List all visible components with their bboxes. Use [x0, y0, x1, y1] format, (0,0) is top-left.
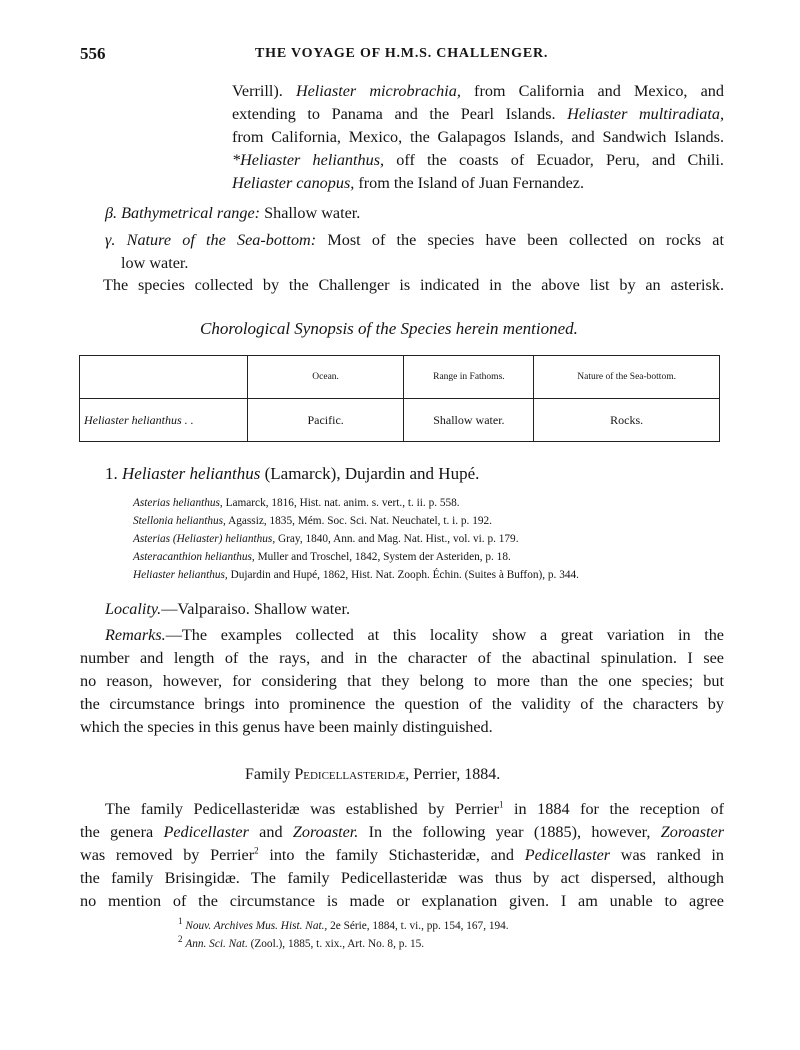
synonym-entry: Heliaster helianthus, Dujardin and Hupé, 1862, Hist. Nat. Zooph. Échin. (Suites à Buffon), p. 344.: [133, 569, 579, 581]
family-heading: Family Pedicellasteridæ, Perrier, 1884.: [245, 766, 501, 783]
distribution-line-4: *Heliaster helianthus, off the coasts of Ecuador, Peru, and Chili.: [232, 151, 724, 169]
table-header-cell: [80, 356, 248, 399]
table-header-row: [80, 356, 720, 399]
distribution-line-2: extending to Panama and the Pearl Islands. Heliaster multiradiata,: [232, 105, 724, 123]
table-header-cell: Ocean.: [247, 356, 404, 399]
table-header-cell: Range in Fathoms.: [404, 356, 534, 399]
asterisk-note: The species collected by the Challenger is indicated in the above list by an asterisk.: [103, 276, 724, 294]
synonym-entry: Stellonia helianthus, Agassiz, 1835, Mém. Soc. Sci. Nat. Neuchatel, t. i. p. 192.: [133, 515, 492, 527]
table-caption: Chorological Synopsis of the Species herein mentioned.: [200, 319, 578, 338]
remarks-line-4: the circumstance brings into prominence the question of the validity of the characters by: [80, 695, 724, 713]
distribution-line-5: Heliaster canopus, from the Island of Juan Fernandez.: [232, 174, 584, 192]
sea-bottom-line-1: γ. Nature of the Sea-bottom: Most of the species have been collected on rocks at: [105, 231, 724, 249]
synonym-entry: Asterias helianthus, Lamarck, 1816, Hist. nat. anim. s. vert., t. ii. p. 558.: [133, 497, 460, 509]
table-row: [80, 399, 720, 442]
species-heading: 1. Heliaster helianthus (Lamarck), Dujardin and Hupé.: [105, 464, 480, 483]
distribution-line-3: from California, Mexico, the Galapagos Islands, and Sandwich Islands.: [232, 128, 724, 146]
family-line-1: The family Pedicellasteridæ was established by Perrier$^1$ in 1884 for the reception of: [105, 799, 725, 818]
family-line-3: was removed by Perrier$^2$ into the family Stichasteridæ, and Pedicellaster was ranked in: [80, 845, 724, 864]
page-number: 556: [80, 44, 106, 63]
synopsis-table: [79, 355, 720, 442]
footnote: $^1$ Nouv. Archives Mus. Hist. Nat., 2e Série, 1884, t. vi., pp. 154, 167, 194.: [178, 916, 509, 932]
remarks-line-1: Remarks.—The examples collected at this locality show a great variation in the: [105, 626, 724, 644]
table-cell: Shallow water.: [404, 399, 534, 442]
footnote: $^2$ Ann. Sci. Nat. (Zool.), 1885, t. xix., Art. No. 8, p. 15.: [178, 934, 425, 950]
table-header-cell: Nature of the Sea-bottom.: [534, 356, 720, 399]
table-cell: Heliaster helianthus . .: [80, 399, 248, 442]
sea-bottom-line-2: low water.: [121, 254, 189, 272]
table-cell: Pacific.: [247, 399, 404, 442]
running-head: THE VOYAGE OF H.M.S. CHALLENGER.: [255, 46, 549, 61]
distribution-line-1: Verrill). Heliaster microbrachia, from California and Mexico, and: [232, 82, 724, 100]
synonym-entry: Asterias (Heliaster) helianthus, Gray, 1840, Ann. and Mag. Nat. Hist., vol. vi. p. 179.: [133, 533, 519, 545]
family-line-4: the family Brisingidæ. The family Pedicellasteridæ was thus by act dispersed, although: [80, 869, 724, 887]
remarks-line-3: no reason, however, for considering that they belong to more than the one species; but: [80, 672, 724, 690]
family-line-5: no mention of the circumstance is made or explanation given. I am unable to agree: [80, 892, 724, 910]
bathymetrical-range: β. Bathymetrical range: Shallow water.: [105, 204, 361, 222]
synonym-entry: Asteracanthion helianthus, Muller and Troschel, 1842, System der Asteriden, p. 18.: [133, 551, 511, 563]
family-line-2: the genera Pedicellaster and Zoroaster. In the following year (1885), however, Zoroaster: [80, 823, 724, 841]
remarks-line-2: number and length of the rays, and in the character of the abactinal spinulation. I see: [80, 649, 724, 667]
table-cell: Rocks.: [534, 399, 720, 442]
remarks-line-5: which the species in this genus have been mainly distinguished.: [80, 718, 493, 736]
locality: Locality.—Valparaiso. Shallow water.: [105, 600, 351, 618]
